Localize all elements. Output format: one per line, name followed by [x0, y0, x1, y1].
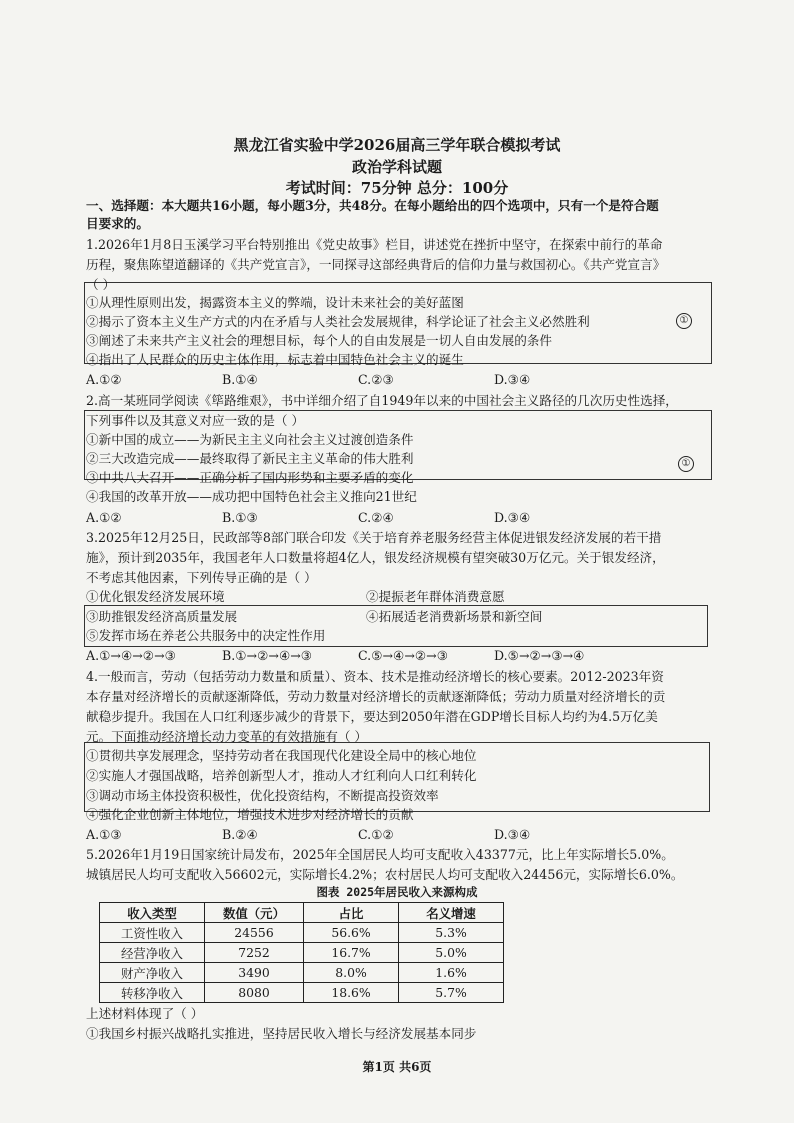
q2-options	[86, 510, 646, 525]
q1-stem-1: 1.2026年1月8日玉溪学习平台特别推出《党史故事》栏目，讲述党在挫折中坚守，在探索中前行的革命	[86, 237, 663, 252]
q5-after-text: 上述材料体现了（ ）	[86, 1006, 204, 1021]
table-cell: 5.0%	[399, 943, 504, 963]
q2-stem-2: 下列事件以及其意义对应一致的是（ ）	[86, 413, 305, 428]
q1-handwritten-mark: ①	[676, 312, 692, 329]
q4-option-c: C.①②	[358, 827, 394, 842]
q2-item-3: ③中共八大召开——正确分析了国内形势和主要矛盾的变化	[86, 470, 414, 485]
q2-option-c: C.②④	[358, 510, 394, 525]
q2-handwritten-mark: ①	[678, 455, 694, 472]
q4-stem-3: 献稳步提升。我国在人口红利逐步减少的背景下，要达到2050年潜在GDP增长目标人均约为4.5万亿美	[86, 709, 658, 724]
table-row	[100, 963, 504, 983]
q4-item-4: ④强化企业创新主体地位，增强技术进步对经济增长的贡献	[86, 807, 414, 822]
q4-item-3: ③调动市场主体投资积极性，优化投资结构，不断提高投资效率	[86, 788, 439, 803]
q2-option-b: B.①③	[222, 510, 258, 525]
q4-option-b: B.②④	[222, 827, 258, 842]
q3-stem-3: 不考虑其他因素，下列传导正确的是（ ）	[86, 570, 317, 585]
table-cell: 56.6%	[304, 923, 399, 943]
q2-item-1: ①新中国的成立——为新民主主义向社会主义过渡创造条件	[86, 432, 414, 447]
exam-time-info: 考试时间：75分钟 总分：100分	[285, 179, 509, 197]
table-cell: 7252	[205, 943, 304, 963]
q3-option-b: B.①→②→④→③	[222, 648, 313, 663]
q5-stem-1: 5.2026年1月19日国家统计局发布，2025年全国居民人均可支配收入43377元，比上年实际增长5.0%。	[86, 847, 674, 862]
table-cell: 24556	[205, 923, 304, 943]
table-cell: 1.6%	[399, 963, 504, 983]
table-cell: 16.7%	[304, 943, 399, 963]
q5-table-title: 图表 2025年居民收入来源构成	[316, 885, 478, 899]
q3-stem-1: 3.2025年12月25日，民政部等8部门联合印发《关于培育养老服务经营主体促进银发经济发展的若干措	[86, 530, 662, 545]
q2-item-4: ④我国的改革开放——成功把中国特色社会主义推向21世纪	[86, 489, 417, 504]
q3-item-1: ①优化银发经济发展环境	[86, 589, 225, 604]
exam-title: 黑龙江省实验中学2026届高三学年联合模拟考试	[233, 136, 561, 154]
table-cell: 18.6%	[304, 983, 399, 1003]
table-cell: 5.3%	[399, 923, 504, 943]
table-cell: 8.0%	[304, 963, 399, 983]
q3-option-d: D.⑤→②→③→④	[494, 648, 585, 663]
income-table	[99, 902, 504, 1003]
q3-stem-2: 施》，预计到2035年，我国老年人口数量将超4亿人，银发经济规模有望突破30万亿元。关于银发经济，	[86, 550, 665, 565]
q3-options	[86, 648, 646, 663]
q3-item-3: ③助推银发经济高质量发展	[86, 609, 238, 624]
q3-option-c: C.⑤→④→②→③	[358, 648, 449, 663]
q4-item-1: ①贯彻共享发展理念，坚持劳动者在我国现代化建设全局中的核心地位	[86, 748, 477, 763]
q1-item-1: ①从理性原则出发，揭露资本主义的弊端，设计未来社会的美好蓝图	[86, 295, 464, 310]
q2-stem-1: 2.高一某班同学阅读《筚路维艰》，书中详细介绍了自1949年以来的中国社会主义路径的几次历史性选择，	[86, 393, 678, 408]
q3-option-a: A.①→④→②→③	[86, 648, 176, 663]
q3-item-2: ②提振老年群体消费意愿	[366, 589, 505, 604]
table-header-cell: 数值（元）	[205, 903, 304, 923]
section-heading: 一、选择题：本大题共16小题，每小题3分，共48分。在每小题给出的四个选项中，只有一个是符合题	[86, 198, 659, 213]
table-header-cell: 占比	[304, 903, 399, 923]
q1-option-d: D.③④	[494, 372, 531, 387]
table-cell: 转移净收入	[100, 983, 205, 1003]
table-row	[100, 943, 504, 963]
table-cell: 经营净收入	[100, 943, 205, 963]
table-cell: 3490	[205, 963, 304, 983]
table-header-cell: 收入类型	[100, 903, 205, 923]
q1-options	[86, 372, 646, 387]
table-row	[100, 983, 504, 1003]
q5-stem-2: 城镇居民人均可支配收入56602元，实际增长4.2%；农村居民人均可支配收入24456元，实际增长6.0%。	[86, 867, 684, 882]
page-footer: 第1页 共6页	[362, 1060, 432, 1074]
q1-stem-2: 历程，聚焦陈望道翻译的《共产党宣言》，一同探寻这部经典背后的信仰力量与救国初心。《共产党宣言》	[86, 257, 666, 272]
q4-option-d: D.③④	[494, 827, 531, 842]
q4-item-2: ②实施人才强国战略，培养创新型人才，推动人才红利向人口红利转化	[86, 768, 477, 783]
q4-stem-2: 本存量对经济增长的贡献逐渐降低，劳动力数量对经济增长的贡献逐渐降低；劳动力质量对经济增长的贡	[86, 689, 666, 704]
table-header-cell: 名义增速	[399, 903, 504, 923]
table-cell: 5.7%	[399, 983, 504, 1003]
q3-item-5: ⑤发挥市场在养老公共服务中的决定性作用	[86, 628, 326, 643]
q4-option-a: A.①③	[86, 827, 122, 842]
q2-option-d: D.③④	[494, 510, 531, 525]
q1-item-4: ④指出了人民群众的历史主体作用，标志着中国特色社会主义的诞生	[86, 352, 464, 367]
table-cell: 财产净收入	[100, 963, 205, 983]
table-cell: 8080	[205, 983, 304, 1003]
table-cell: 工资性收入	[100, 923, 205, 943]
table-row	[100, 923, 504, 943]
q3-item-4: ④拓展适老消费新场景和新空间	[366, 609, 543, 624]
q1-item-3: ③阐述了未来共产主义社会的理想目标，每个人的自由发展是一切人自由发展的条件	[86, 333, 552, 348]
q4-options	[86, 827, 646, 842]
q1-item-2: ②揭示了资本主义生产方式的内在矛盾与人类社会发展规律，科学论证了社会主义必然胜利	[86, 314, 590, 329]
q1-option-a: A.①②	[86, 372, 122, 387]
q4-stem-4: 元。下面推动经济增长动力变革的有效措施有（ ）	[86, 729, 368, 744]
q2-item-2: ②三大改造完成——最终取得了新民主主义革命的伟大胜利	[86, 451, 414, 466]
exam-subtitle: 政治学科试题	[351, 158, 442, 176]
q1-stem-3: （ ）	[86, 277, 116, 292]
q5-item-1: ①我国乡村振兴战略扎实推进，坚持居民收入增长与经济发展基本同步	[86, 1026, 477, 1041]
q4-stem-1: 4.一般而言，劳动（包括劳动力数量和质量）、资本、技术是推动经济增长的核心要素。2012-2023年资	[86, 669, 664, 684]
q1-option-b: B.①④	[222, 372, 258, 387]
q1-option-c: C.②③	[358, 372, 394, 387]
section-heading-cont: 目要求的。	[86, 216, 149, 231]
table-header-row	[100, 903, 504, 923]
q2-option-a: A.①②	[86, 510, 122, 525]
